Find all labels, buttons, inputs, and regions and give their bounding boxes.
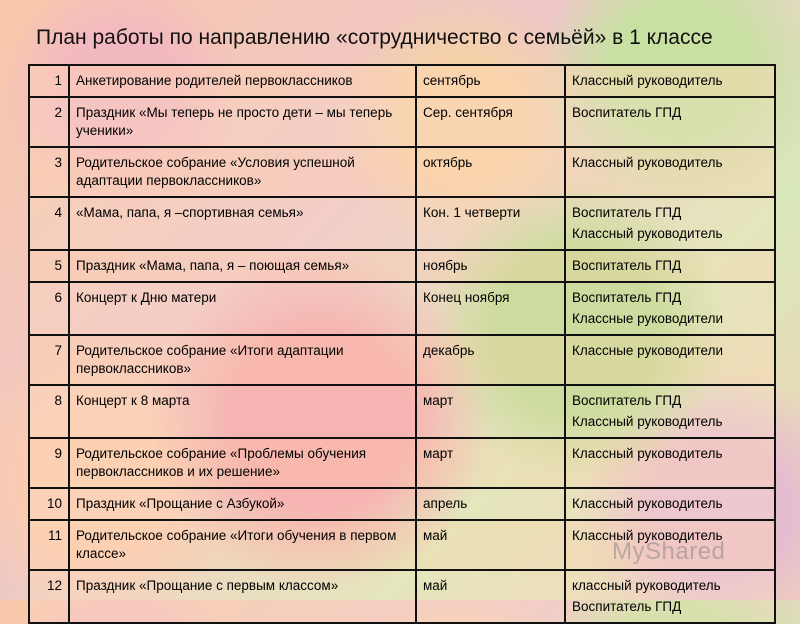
event-cell: «Мама, папа, я –спортивная семья» <box>69 197 416 250</box>
date-cell: сентябрь <box>416 65 565 97</box>
table-row <box>29 570 775 623</box>
responsible-cell <box>565 335 775 385</box>
table-row <box>29 335 775 385</box>
row-number-cell: 7 <box>29 335 69 385</box>
responsible-cell <box>565 147 775 197</box>
responsible-cell <box>565 250 775 282</box>
row-number-cell: 8 <box>29 385 69 438</box>
table-row <box>29 147 775 197</box>
date-cell: октябрь <box>416 147 565 197</box>
table-row <box>29 250 775 282</box>
responsible-person: Классные руководители <box>572 311 723 326</box>
date-cell: апрель <box>416 488 565 520</box>
date-cell: декабрь <box>416 335 565 385</box>
responsible-person: Воспитатель ГПД <box>572 290 682 305</box>
page-title: План работы по направлению «сотрудничество с семьёй» в 1 классе <box>36 26 713 49</box>
responsible-cell <box>565 488 775 520</box>
date-cell: март <box>416 438 565 488</box>
event-cell: Праздник «Мама, папа, я – поющая семья» <box>69 250 416 282</box>
table-row <box>29 488 775 520</box>
responsible-person: Воспитатель ГПД <box>572 599 682 614</box>
responsible-cell <box>565 438 775 488</box>
table-row <box>29 385 775 438</box>
event-cell: Концерт к 8 марта <box>69 385 416 438</box>
date-cell: май <box>416 570 565 623</box>
date-cell: Кон. 1 четверти <box>416 197 565 250</box>
responsible-person: Классный руководитель <box>572 414 723 429</box>
responsible-cell <box>565 385 775 438</box>
responsible-person: Классный руководитель <box>572 155 723 170</box>
date-cell: ноябрь <box>416 250 565 282</box>
responsible-person: Классный руководитель <box>572 226 723 241</box>
row-number-cell: 2 <box>29 97 69 147</box>
row-number-cell: 1 <box>29 65 69 97</box>
event-cell: Анкетирование родителей первоклассников <box>69 65 416 97</box>
date-cell: март <box>416 385 565 438</box>
table-row <box>29 438 775 488</box>
row-number-cell: 6 <box>29 282 69 335</box>
row-number-cell: 11 <box>29 520 69 570</box>
responsible-person: Воспитатель ГПД <box>572 393 682 408</box>
responsible-person: Воспитатель ГПД <box>572 258 682 273</box>
responsible-person: Классные руководители <box>572 343 723 358</box>
event-cell: Родительское собрание «Условия успешной адаптации первоклассников» <box>69 147 416 197</box>
responsible-cell <box>565 570 775 623</box>
responsible-cell <box>565 197 775 250</box>
date-cell: май <box>416 520 565 570</box>
row-number-cell: 5 <box>29 250 69 282</box>
event-cell: Родительское собрание «Проблемы обучения первоклассников и их решение» <box>69 438 416 488</box>
event-cell: Праздник «Прощание с первым классом» <box>69 570 416 623</box>
event-cell: Праздник «Прощание с Азбукой» <box>69 488 416 520</box>
event-cell: Концерт к Дню матери <box>69 282 416 335</box>
responsible-person: Классный руководитель <box>572 496 723 511</box>
table-row <box>29 65 775 97</box>
row-number-cell: 9 <box>29 438 69 488</box>
row-number-cell: 10 <box>29 488 69 520</box>
table-row <box>29 282 775 335</box>
event-cell: Праздник «Мы теперь не просто дети – мы теперь ученики» <box>69 97 416 147</box>
responsible-person: Воспитатель ГПД <box>572 105 682 120</box>
responsible-cell <box>565 282 775 335</box>
responsible-cell <box>565 97 775 147</box>
row-number-cell: 4 <box>29 197 69 250</box>
responsible-person: Классный руководитель <box>572 73 723 88</box>
responsible-cell <box>565 65 775 97</box>
responsible-person: Классный руководитель <box>572 528 723 543</box>
responsible-person: Воспитатель ГПД <box>572 205 682 220</box>
row-number-cell: 3 <box>29 147 69 197</box>
event-cell: Родительское собрание «Итоги обучения в первом классе» <box>69 520 416 570</box>
date-cell: Конец ноября <box>416 282 565 335</box>
responsible-person: Классный руководитель <box>572 446 723 461</box>
watermark-logo: MyShared <box>612 538 726 565</box>
responsible-person: классный руководитель <box>572 578 721 593</box>
event-cell: Родительское собрание «Итоги адаптации первоклассников» <box>69 335 416 385</box>
table-row <box>29 97 775 147</box>
date-cell: Сер. сентября <box>416 97 565 147</box>
row-number-cell: 12 <box>29 570 69 623</box>
table-row <box>29 197 775 250</box>
